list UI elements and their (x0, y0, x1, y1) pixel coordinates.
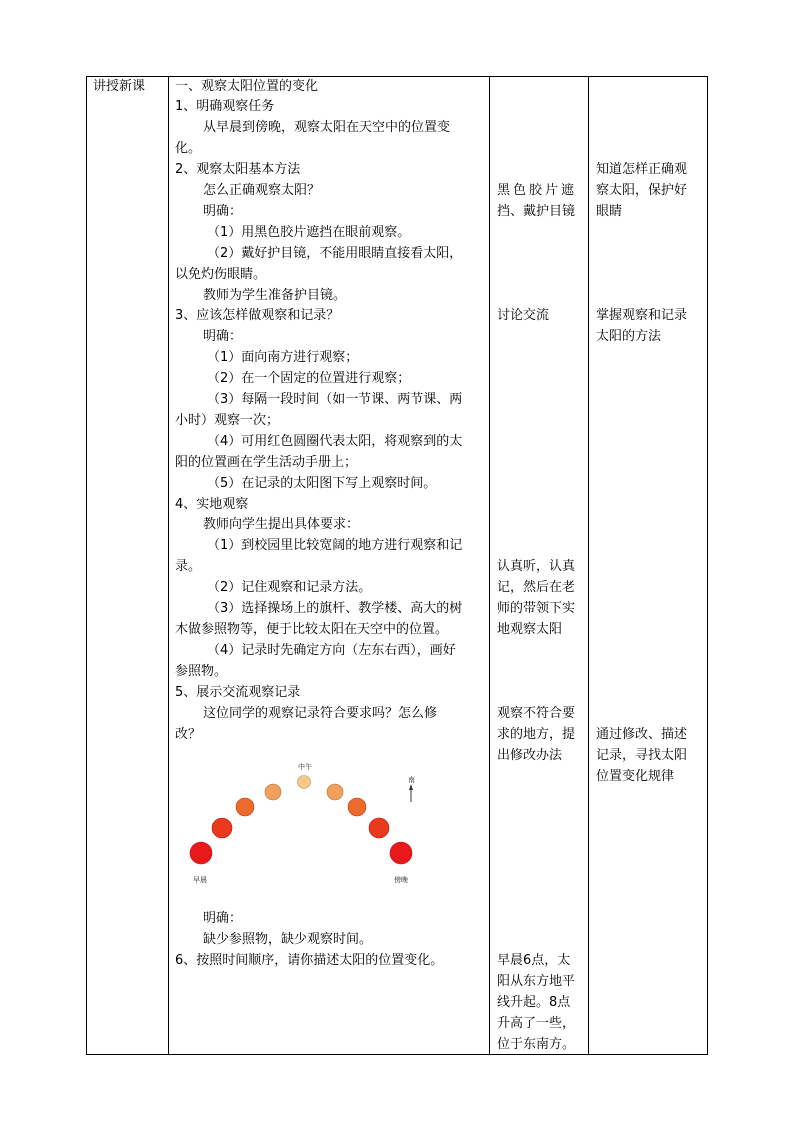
section-label: 讲授新课 (93, 79, 146, 94)
text-line: 从早晨到傍晚，观察太阳在天空中的位置变 (203, 120, 451, 135)
step-1-heading: 1、明确观察任务 (175, 99, 275, 114)
step-2-heading: 2、观察太阳基本方法 (175, 162, 301, 177)
text-line: 木做参照物等，便于比较太阳在天空中的位置。 (175, 622, 449, 637)
student-activity-text: 讨论交流 (497, 308, 550, 323)
student-activity-text: 早晨6点，太 (497, 953, 571, 968)
student-activity-text: 师的带领下实 (497, 601, 576, 616)
text-line: （3）每隔一段时间（如一节课、两节课、两 (207, 392, 463, 407)
south-label: 南 (408, 776, 415, 784)
text-line: （2）戴好护目镜，不能用眼睛直接看太阳， (207, 246, 463, 261)
design-intent-text: 知道怎样正确观 (596, 162, 688, 177)
design-intent-text: 察太阳，保护好 (596, 183, 688, 198)
morning-label: 早晨 (193, 876, 207, 884)
heading-observe-sun: 一、观察太阳位置的变化 (175, 79, 319, 94)
student-activity-text: 认真听，认真 (497, 559, 576, 574)
clarify-label: 明确： (203, 204, 243, 219)
text-line: （1）用黑色胶片遮挡在眼前观察。 (207, 225, 411, 240)
text-line: 录。 (175, 559, 202, 574)
student-activity-text: 挡、戴护目镜 (497, 204, 576, 219)
text-line: （2）记住观察和记录方法。 (207, 580, 372, 595)
sun-evening (390, 842, 412, 864)
sun-position-diagram (178, 752, 438, 892)
table-left-border (86, 76, 87, 1055)
student-activity-text: 线升起。8点 (497, 995, 571, 1010)
sun-morning (190, 842, 212, 864)
text-line: 参照物。 (175, 664, 228, 679)
student-activity-text: 阳从东方地平 (497, 974, 576, 989)
text-line: 改？ (175, 727, 202, 742)
text-line: 这位同学的观察记录符合要求吗？怎么修 (203, 706, 438, 721)
step-5-heading: 5、展示交流观察记录 (175, 685, 301, 700)
text-line: （4）可用红色圆圈代表太阳，将观察到的太 (207, 434, 463, 449)
sun-position (369, 818, 389, 838)
student-activity-text: 出修改办法 (497, 748, 563, 763)
sun-position (327, 784, 343, 800)
text-line: 教师为学生准备护目镜。 (203, 288, 347, 303)
sun-position (348, 798, 366, 816)
sun-noon (298, 776, 311, 789)
student-activity-text: 求的地方，提 (497, 727, 576, 742)
sun-position (212, 818, 232, 838)
text-line: （1）到校园里比较宽阔的地方进行观察和记 (207, 538, 463, 553)
column-divider-1 (168, 76, 169, 1055)
column-divider-3 (588, 76, 589, 1055)
text-line: 小时）观察一次； (175, 413, 280, 428)
student-activity-text: 黑色胶片遮 (497, 183, 578, 198)
text-line: 化。 (175, 141, 202, 156)
text-line: 阳的位置画在学生活动手册上； (175, 455, 358, 470)
design-intent-text: 太阳的方法 (596, 329, 662, 344)
text-line: （3）选择操场上的旗杆、教学楼、高大的树 (207, 601, 463, 616)
student-activity-text: 观察不符合要 (497, 706, 576, 721)
clarify-label: 明确： (203, 329, 243, 344)
text-line: （2）在一个固定的位置进行观察； (207, 371, 411, 386)
design-intent-text: 通过修改、描述 (596, 727, 688, 742)
sun-position (265, 784, 281, 800)
sun-position (236, 798, 254, 816)
design-intent-text: 记录，寻找太阳 (596, 748, 688, 763)
step-4-heading: 4、实地观察 (175, 497, 249, 512)
table-bottom-border (86, 1054, 708, 1055)
text-line: 以免灼伤眼睛。 (175, 267, 267, 282)
design-intent-text: 眼睛 (596, 204, 623, 219)
design-intent-text: 掌握观察和记录 (596, 308, 688, 323)
student-activity-text: 升高了一些， (497, 1016, 576, 1031)
design-intent-text: 位置变化规律 (596, 769, 675, 784)
noon-label: 中午 (298, 763, 312, 771)
student-activity-text: 位于东南方。 (497, 1037, 576, 1052)
text-line: 教师向学生提出具体要求： (203, 517, 360, 532)
text-line: （1）面向南方进行观察； (207, 350, 359, 365)
step-6-heading: 6、按照时间顺序，请你描述太阳的位置变化。 (175, 953, 444, 968)
student-activity-text: 记，然后在老 (497, 580, 576, 595)
clarify-label: 明确： (203, 911, 243, 926)
step-3-heading: 3、应该怎样做观察和记录？ (175, 308, 340, 323)
text-line: （5）在记录的太阳图下写上观察时间。 (207, 476, 437, 491)
evening-label: 傍晚 (394, 876, 408, 884)
text-line: （4）记录时先确定方向（左东右西），画好 (207, 643, 456, 658)
text-line: 缺少参照物，缺少观察时间。 (203, 932, 373, 947)
south-arrow-head (409, 784, 413, 790)
column-divider-2 (489, 76, 490, 1055)
question-line: 怎么正确观察太阳？ (203, 183, 321, 198)
table-right-border (707, 76, 708, 1055)
student-activity-text: 地观察太阳 (497, 622, 563, 637)
